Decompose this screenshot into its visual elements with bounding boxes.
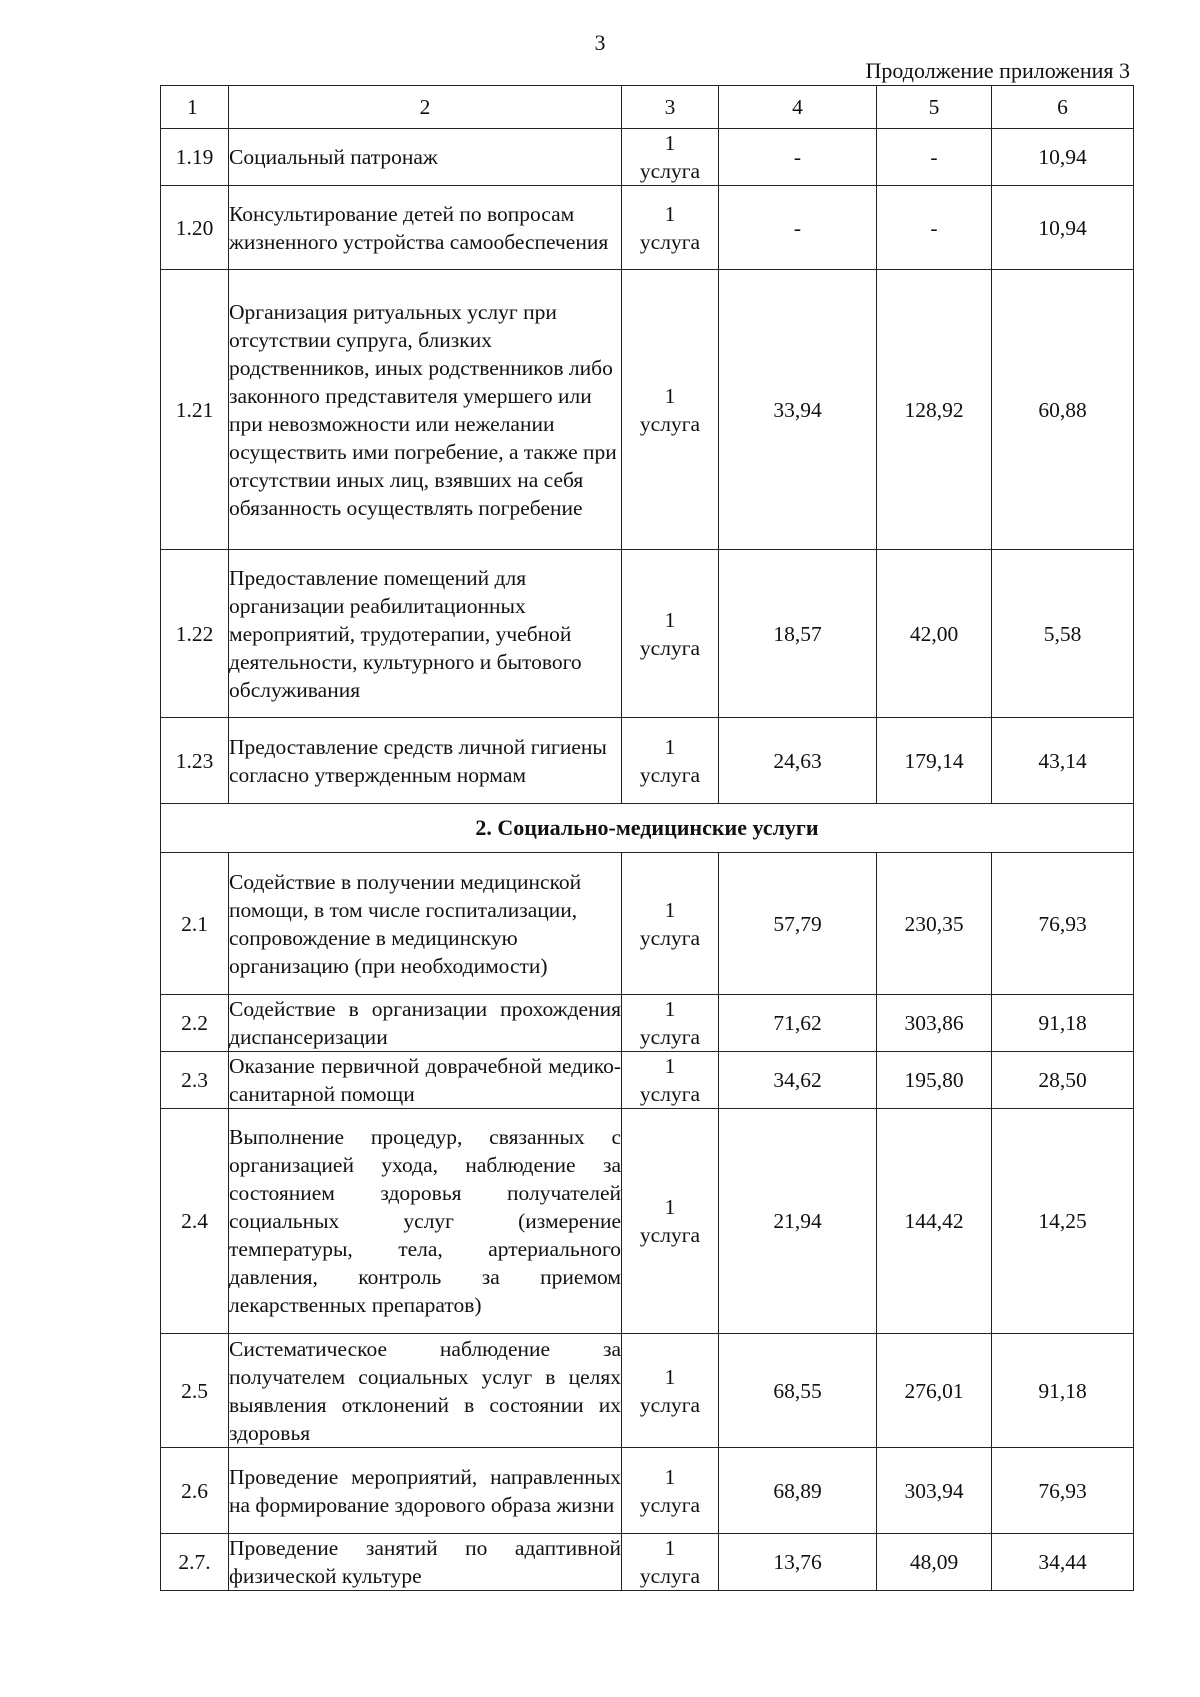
row-number: 1.21 [161, 270, 229, 550]
value-col5: 144,42 [877, 1109, 992, 1334]
unit-quantity: 1 [664, 131, 676, 155]
value-col6: 5,58 [992, 550, 1134, 718]
table-row [161, 550, 1134, 718]
value-col6: 91,18 [992, 995, 1134, 1052]
unit-cell [622, 1109, 719, 1334]
unit-label: услуга [639, 1082, 701, 1106]
unit-label: услуга [639, 411, 701, 436]
row-number: 2.5 [161, 1334, 229, 1448]
unit-quantity: 1 [664, 734, 676, 759]
value-col5: 303,86 [877, 995, 992, 1052]
table-row [161, 995, 1134, 1052]
value-col4: - [719, 186, 877, 270]
table-row [161, 270, 1134, 550]
service-name: Оказание первичной доврачебной медико-санитарной помощи [229, 1052, 622, 1109]
value-col5: - [877, 129, 992, 186]
table-row [161, 1534, 1134, 1591]
value-col4: 18,57 [719, 550, 877, 718]
unit-label: услуга [639, 762, 701, 787]
unit-quantity: 1 [664, 201, 676, 226]
unit-label: услуга [639, 159, 701, 183]
value-col5: 48,09 [877, 1534, 992, 1591]
unit-quantity: 1 [664, 897, 676, 922]
value-col5: 179,14 [877, 718, 992, 804]
value-col4: 21,94 [719, 1109, 877, 1334]
service-name: Проведение занятий по адаптивной физической культуре [229, 1534, 622, 1591]
unit-label: услуга [639, 1492, 701, 1517]
row-number: 1.23 [161, 718, 229, 804]
unit-cell [622, 1448, 719, 1534]
row-number: 2.6 [161, 1448, 229, 1534]
unit-label: услуга [639, 229, 701, 254]
value-col6: 10,94 [992, 186, 1134, 270]
unit-cell [622, 995, 719, 1052]
value-col6: 91,18 [992, 1334, 1134, 1448]
value-col6: 60,88 [992, 270, 1134, 550]
table-row [161, 718, 1134, 804]
continuation-label: Продолжение приложения 3 [865, 58, 1130, 83]
unit-cell [622, 718, 719, 804]
unit-quantity: 1 [664, 1536, 676, 1560]
unit-cell [622, 853, 719, 995]
section-row [161, 804, 1134, 853]
row-number: 2.3 [161, 1052, 229, 1109]
unit-label: услуга [639, 925, 701, 950]
unit-quantity: 1 [664, 1054, 676, 1078]
value-col6: 14,25 [992, 1109, 1134, 1334]
section-title: 2. Социально-медицинские услуги [161, 804, 1134, 853]
unit-label: услуга [639, 1223, 701, 1247]
unit-label: услуга [639, 1392, 701, 1417]
tariff-table [160, 85, 1134, 1591]
column-number: 2 [229, 86, 622, 129]
value-col5: 303,94 [877, 1448, 992, 1534]
unit-cell [622, 129, 719, 186]
value-col4: 71,62 [719, 995, 877, 1052]
value-col4: 68,89 [719, 1448, 877, 1534]
service-name: Консультирование детей по вопросам жизненного устройства самообеспечения [229, 186, 622, 270]
unit-quantity: 1 [664, 1195, 676, 1219]
column-number: 3 [622, 86, 719, 129]
unit-quantity: 1 [664, 607, 676, 632]
unit-label: услуга [639, 635, 701, 660]
unit-quantity: 1 [664, 997, 676, 1021]
service-name: Содействие в получении медицинской помощи, в том числе госпитализации, сопровождение в медицинскую организацию (при необходимости) [229, 853, 622, 995]
table-row [161, 186, 1134, 270]
table-row [161, 853, 1134, 995]
table-row [161, 129, 1134, 186]
value-col6: 76,93 [992, 853, 1134, 995]
unit-cell [622, 1334, 719, 1448]
unit-quantity: 1 [664, 1364, 676, 1389]
unit-quantity: 1 [664, 383, 676, 408]
unit-cell [622, 270, 719, 550]
service-name: Проведение мероприятий, направленных на формирование здорового образа жизни [229, 1448, 622, 1534]
table-row [161, 1109, 1134, 1334]
column-number: 4 [719, 86, 877, 129]
value-col6: 28,50 [992, 1052, 1134, 1109]
value-col5: 276,01 [877, 1334, 992, 1448]
page-number: 3 [594, 30, 606, 55]
service-name: Выполнение процедур, связанных с организацией ухода, наблюдение за состоянием здоровья получателей социальных услуг (измерение температуры, тела, артериального давления, контроль за приемом лекарственных препаратов) [229, 1109, 622, 1334]
value-col5: 230,35 [877, 853, 992, 995]
unit-cell [622, 1052, 719, 1109]
value-col4: - [719, 129, 877, 186]
service-name: Организация ритуальных услуг при отсутствии супруга, близких родственников, иных родственников либо законного представителя умершего или при невозможности или нежелании осуществить ими погребение, а также при отсутствии иных лиц, взявших на себя обязанность осуществлять погребение [229, 270, 622, 550]
service-name: Социальный патронаж [229, 129, 622, 186]
row-number: 2.2 [161, 995, 229, 1052]
service-name: Предоставление помещений для организации реабилитационных мероприятий, трудотерапии, учебной деятельности, культурного и бытового обслуживания [229, 550, 622, 718]
row-number: 2.7. [161, 1534, 229, 1591]
value-col4: 13,76 [719, 1534, 877, 1591]
unit-cell [622, 1534, 719, 1591]
value-col6: 34,44 [992, 1534, 1134, 1591]
value-col6: 43,14 [992, 718, 1134, 804]
column-number: 1 [161, 86, 229, 129]
column-number: 6 [992, 86, 1134, 129]
value-col5: 42,00 [877, 550, 992, 718]
unit-quantity: 1 [664, 1464, 676, 1489]
value-col5: 195,80 [877, 1052, 992, 1109]
row-number: 1.20 [161, 186, 229, 270]
row-number: 2.1 [161, 853, 229, 995]
column-number-row [161, 86, 1134, 129]
table-row [161, 1052, 1134, 1109]
row-number: 1.22 [161, 550, 229, 718]
service-name: Предоставление средств личной гигиены согласно утвержденным нормам [229, 718, 622, 804]
unit-cell [622, 186, 719, 270]
value-col4: 68,55 [719, 1334, 877, 1448]
row-number: 1.19 [161, 129, 229, 186]
column-number: 5 [877, 86, 992, 129]
value-col6: 76,93 [992, 1448, 1134, 1534]
table-row [161, 1334, 1134, 1448]
unit-cell [622, 550, 719, 718]
table-row [161, 1448, 1134, 1534]
value-col4: 33,94 [719, 270, 877, 550]
service-name: Систематическое наблюдение за получателем социальных услуг в целях выявления отклонений в состоянии их здоровья [229, 1334, 622, 1448]
service-name: Содействие в организации прохождения диспансеризации [229, 995, 622, 1052]
value-col4: 34,62 [719, 1052, 877, 1109]
unit-label: услуга [639, 1025, 701, 1049]
value-col4: 24,63 [719, 718, 877, 804]
value-col5: - [877, 186, 992, 270]
value-col5: 128,92 [877, 270, 992, 550]
row-number: 2.4 [161, 1109, 229, 1334]
value-col6: 10,94 [992, 129, 1134, 186]
value-col4: 57,79 [719, 853, 877, 995]
unit-label: услуга [639, 1564, 701, 1588]
